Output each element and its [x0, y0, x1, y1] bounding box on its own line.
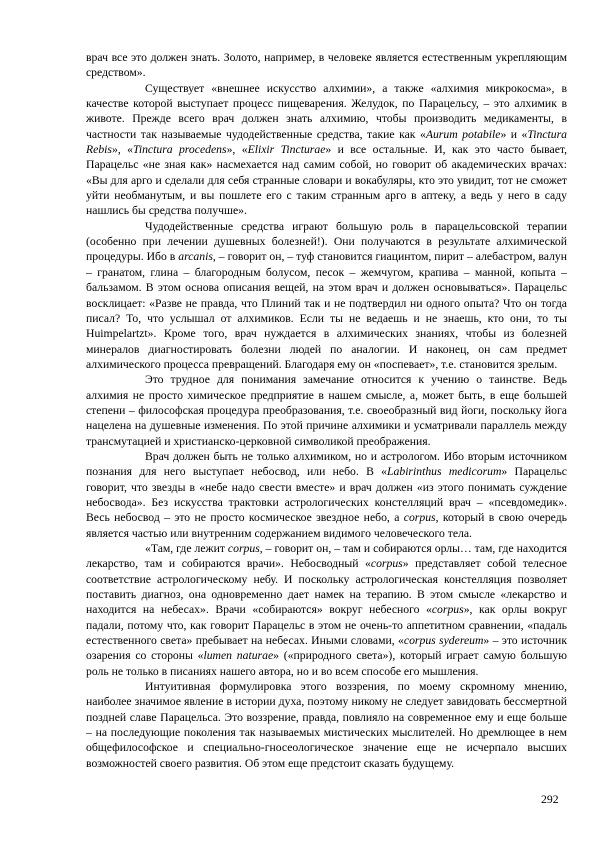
- paragraph-4: [86, 372, 567, 449]
- italic-term: Elixir Tincturae: [247, 143, 326, 157]
- text-run: врач все это должен знать. Золото, например, в человеке является естественным укрепляющим средством».: [86, 51, 567, 80]
- text-run: », «: [226, 143, 248, 157]
- italic-term: corpus: [370, 557, 403, 571]
- paragraph-5: [86, 449, 567, 541]
- italic-term: Labirinthus medicorum: [387, 465, 502, 479]
- text-run: , – говорит он, – туф становится гиацинтом, пирит – алебастром, валун – гранатом, глина – благородным болусом, песок – жемчугом, крапива – манной, копыта – бальзамом. В этом основа описания вещей, на этом врач и должен основываться». Парацельс восклицает: «Разве не правда, что Плиний так и не подтвердил ни одного опыта? Что он тогда писал? То, что услышал от алхимиков. Если ты не ведаешь и не знаешь, кто они, то ты Huimpelartzt». Кроме того, врач нуждается в алхимических знаниях, чтобы из болезней минералов диагностировать болезни людей по аналогии. И наконец, он сам предмет алхимического процесса превращений. Благодаря ему он «поспевает», т.е. становится зрелым.: [86, 250, 567, 371]
- italic-term: lumen naturae: [203, 649, 274, 663]
- paragraph-7: [86, 679, 567, 771]
- page-number: 292: [541, 793, 559, 806]
- text-run: » и все остальные. И, как это часто бывает, Парацельс «не зная как» насмехается над самим собой, но говорит об академических врачах: «Вы для арго и сделали для себя странные словари и вокабуляры, кто это увидит, тот не сможет уйти необманутым, и вы пошлете его с таким странным арго в аптеку, а ведь у него в саду нашлись бы средства получше».: [86, 143, 568, 218]
- italic-term: Aurum potabile: [425, 127, 501, 141]
- text-run: », «: [111, 143, 133, 157]
- text-run: » («природного света»), который играет самую большую роль не только в писаниях нашего автора, но и во всем способе его мышления.: [86, 649, 567, 678]
- text-run: » представляет собой телесное соответствие астрологическому небу. И поскольку астрологическая констелляция позволяет поставить диагноз, она одновременно дает намек на терапию. В этом смысле «лекарство и находится на небесах». Врачи «собираются» вокруг небесного «: [86, 557, 567, 617]
- text-run: Врач должен быть не только алхимиком, но и астрологом. Ибо вторым источником познания для него выступает небосвод, или небо. В «: [86, 449, 567, 479]
- italic-term: corpus: [403, 511, 436, 525]
- page-body: [86, 50, 567, 771]
- text-run: Это трудное для понимания замечание относится к учению о таинстве. Ведь алхимия не просто химическое предприятие в нашем смысле, а, может быть, в еще большей степени – философская процедура преобразования, т.е. своеобразный вид йоги, поскольку йога нацелена на душевные изменения. По этой причине алхимики и усматривали параллель между трансмутацией и христианско-церковной символикой преображения.: [86, 373, 567, 448]
- text-run: «Там, где лежит: [145, 542, 228, 555]
- italic-term: arcanis: [178, 250, 213, 264]
- paragraph-3: [86, 219, 567, 372]
- text-run: » – это источник озарения со стороны «: [86, 634, 567, 663]
- paragraph-1: [86, 50, 567, 81]
- paragraph-6: [86, 541, 567, 679]
- italic-term: corpus: [227, 542, 260, 555]
- text-run: , который в свою очередь является частью или внутренним содержанием видимого человеческого тела.: [86, 511, 567, 540]
- text-run: », как орлы вокруг падали, потому что, как говорит Парацельс в этом не очень-то аппетитном сравнении, «падаль естественного света» пребывает на небесах. Иными словами, «: [86, 603, 567, 648]
- paragraph-2: [86, 81, 567, 219]
- italic-term: corpus sydereum: [403, 634, 484, 648]
- text-run: Чудодейственные средства играют большую роль в парацельсовской терапии (особенно при лечении душевных болезней!). Они получаются в результате алхимической процедуры. Ибо в: [86, 219, 567, 264]
- text-run: Интуитивная формулировка этого воззрения, по моему скромному мнению, наиболее значимое явление в истории духа, поэтому никому не следует завидовать бессмертной поздней славе Парацельса. Это воззрение, правда, повлияло на современное ему и еще больше – на последующие поколения так называемых мистических мыслителей. Но дремлющее в нем общефилософское и специально-гносеологическое значение еще не исчерпало высших возможностей своего развития. Об этом еще предстоит сказать будущему.: [86, 680, 567, 770]
- text-run: » Парацельс говорит, что звезды в «небе надо свести вместе» и врач должен «из этого понимать суждение небосвода». Без искусства трактовки астрологических констелляций врач – «псевдомедик». Весь небосвод – это не просто космическое звездное небо, а: [86, 465, 567, 525]
- italic-term: Tinctura procedens: [132, 143, 227, 157]
- text-run: » и «: [500, 127, 528, 141]
- italic-term: Tinctura Rebis: [86, 127, 568, 157]
- italic-term: corpus: [431, 603, 464, 617]
- text-run: Существует «внешнее искусство алхимии», а также «алхимия микрокосма», в качестве которой выступает процесс пищеварения. Желудок, по Парацельсу, – это алхимик в животе. Прежде всего врач должен знать алхимию, чтобы производить медикаменты, в частности так называемые чудодейственные средства, такие как «: [86, 81, 567, 141]
- text-run: , – говорит он, – там и собираются орлы… там, где находится лекарство, там и собираются врачи». Небосводный «: [86, 542, 568, 571]
